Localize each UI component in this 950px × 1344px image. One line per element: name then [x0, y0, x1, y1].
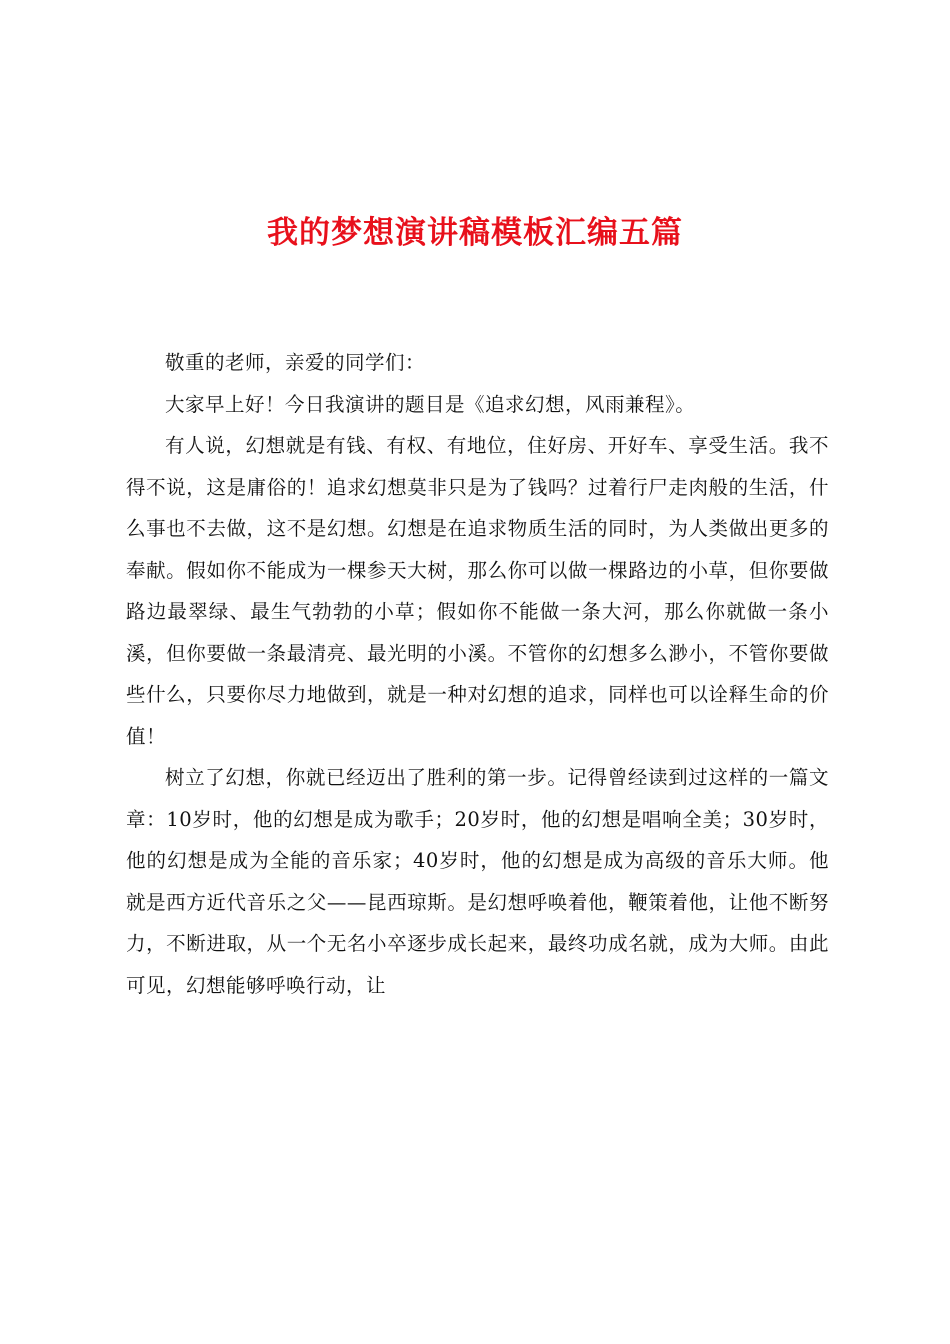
document-title: 我的梦想演讲稿模板汇编五篇 [267, 215, 683, 251]
greeting-paragraph: 敬重的老师，亲爱的同学们： [165, 351, 426, 374]
body-paragraph: 有人说，幻想就是有钱、有权、有地位，住好房、开好车、享受生活。我不得不说，这是庸俗的！追求幻想莫非只是为了钱吗？过着行尸走肉般的生活，什么事也不去做，这不是幻想。幻想是在追求物质生活的同时，为人类做出更多的奉献。假如你不能成为一棵参天大树，那么你可以做一棵路边的小草，但你要做路边最翠绿、最生气勃勃的小草；假如你不能做一条大河，那么你就做一条小溪，但你要做一条最清亮、最光明的小溪。不管你的幻想多么渺小，不管你要做些什么，只要你尽力地做到，就是一种对幻想的追求，同样也可以诠释生命的价值！ [126, 434, 829, 748]
intro-paragraph: 大家早上好！今日我演讲的题目是《追求幻想，风雨兼程》。 [165, 392, 696, 416]
document-body [126, 342, 829, 1006]
body-paragraph: 树立了幻想，你就已经迈出了胜利的第一步。记得曾经读到过这样的一篇文章：10岁时，他的幻想是成为歌手；20岁时，他的幻想是唱响全美；30岁时，他的幻想是成为全能的音乐家；40岁时，他的幻想是成为高级的音乐大师。他就是西方近代音乐之父——昆西琼斯。是幻想呼唤着他，鞭策着他，让他不断努力，不断进取，从一个无名小卒逐步成长起来，最终功成名就，成为大师。由此可见，幻想能够呼唤行动，让 [126, 766, 829, 997]
